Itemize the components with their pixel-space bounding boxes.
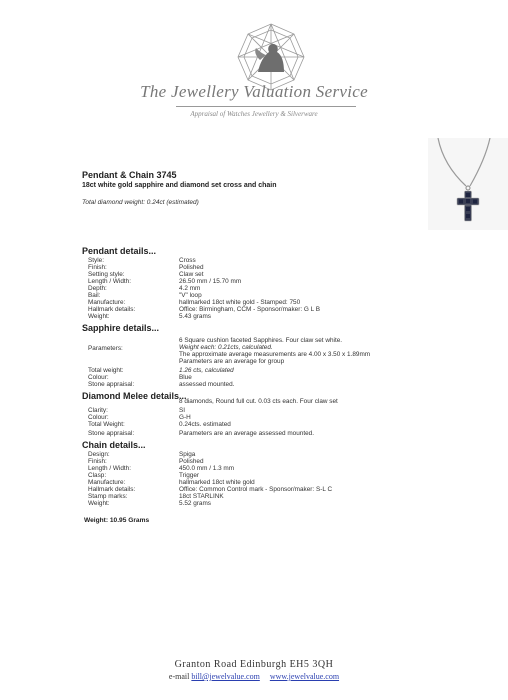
row-value: Office: Common Control mark - Sponsor/maker: S-L C [179,486,333,493]
pendant-row [88,306,320,313]
melee-details-heading: Diamond Melee details... [82,391,187,401]
row-value: 26.50 mm / 15.70 mm [179,278,242,285]
row-label: Total weight: [88,367,124,374]
row-value: Trigger [179,472,200,479]
row-value: 5.43 grams [179,313,211,320]
row-value: Polished [179,458,204,465]
row-value: 18ct STARLINK [179,493,224,500]
sapphire-row [88,374,192,381]
row-label: Hallmark details: [88,306,136,313]
row-label: Finish: [88,264,107,271]
diamond-weight-note: Total diamond weight: 0.24ct (estimated) [82,199,199,206]
sapphire-param-line: Weight each: 0.21cts, calculated. [179,344,273,351]
row-value: Spiga [179,451,196,458]
row-value: SI [179,407,186,414]
row-label: Total Weight: [88,421,125,428]
melee-row [88,421,231,428]
pendant-row [88,257,196,264]
row-value: "V" loop [179,292,202,299]
website-link[interactable]: www.jewelvalue.com [269,672,340,681]
row-value: 4.2 mm [179,285,201,292]
row-label: Stone appraisal: [88,430,135,437]
sapphire-param-line: Parameters are an average for group [179,358,285,365]
total-weight: Weight: 10.95 Grams [84,517,150,524]
row-value: 450.0 mm / 1.3 mm [179,465,235,472]
chain-row [88,465,235,472]
brand-tagline: Appraisal of Watches Jewellery & Silverware [190,110,318,118]
row-value: 0.24cts. estimated [179,421,231,428]
row-label: Manufacture: [88,479,126,486]
row-label: Depth: [88,285,107,292]
pendant-row [88,292,202,299]
email-prefix: e-mail [168,672,190,681]
row-label: Length / Width: [88,278,131,285]
row-value: Cross [179,257,196,264]
row-label: Weight: [88,500,110,507]
row-label: Colour: [88,374,109,381]
row-label: Weight: [88,313,110,320]
melee-intro: 8 diamonds, Round full cut. 0.03 cts each. Four claw set [179,398,338,405]
pendant-row [88,278,242,285]
row-value: Blue [179,374,192,381]
row-label: Clarity: [88,407,108,414]
row-label: Length / Width: [88,465,131,472]
row-value: Claw set [179,271,204,278]
melee-row [88,414,191,421]
chain-row [88,479,255,486]
melee-row [88,407,186,414]
row-label: Parameters: [88,345,123,352]
chain-row [88,451,196,458]
row-label: Setting style: [88,271,125,278]
chain-row [88,486,333,493]
row-value: Polished [179,264,204,271]
sapphire-params-label [88,345,179,352]
brand-title: The Jewellery Valuation Service [140,82,368,101]
row-label: Design: [88,451,110,458]
row-label: Hallmark details: [88,486,136,493]
pendant-row [88,285,201,292]
row-value: 1.26 cts, calculated [179,367,234,374]
pendant-details-heading: Pendant details... [82,246,157,256]
row-label: Finish: [88,458,107,465]
row-value: hallmarked 18ct white gold - Stamped: 750 [179,299,301,306]
pendant-row [88,264,204,271]
chain-row [88,493,224,500]
row-value: assessed mounted. [179,381,235,388]
row-label: Manufacture: [88,299,126,306]
sapphire-row [88,381,235,388]
row-value: Parameters are an average assessed mounted. [179,430,314,437]
brand-underline [176,106,356,107]
row-label: Bail: [88,292,101,299]
email-link[interactable]: bill@jewelvalue.com [191,672,260,681]
melee-row [88,430,314,437]
sapphire-row [88,367,234,374]
row-value: Office: Birmingham, CCM - Sponsor/maker: G L B [179,306,320,313]
row-label: Colour: [88,414,109,421]
cross-pendant-photo-icon [428,138,508,230]
row-value: G-H [179,414,191,421]
row-label: Clasp: [88,472,107,479]
row-label: Stamp marks: [88,493,128,500]
sapphire-param-line: The approximate average measurements are 4.00 x 3.50 x 1.89mm [179,351,371,358]
product-title: Pendant & Chain 3745 [82,170,177,180]
chain-details-heading: Chain details... [82,440,146,450]
row-value: 5.52 grams [179,500,211,507]
row-value: hallmarked 18ct white gold [179,479,255,486]
sapphire-details-heading: Sapphire details... [82,323,160,333]
pendant-row [88,271,204,278]
row-label: Style: [88,257,104,264]
product-subtitle: 18ct white gold sapphire and diamond set cross and chain [82,182,277,189]
pendant-row [88,299,301,306]
row-label: Stone appraisal: [88,381,135,388]
chain-row [88,500,211,507]
footer-contact [0,672,508,681]
chain-row [88,472,200,479]
chain-row [88,458,204,465]
pendant-row [88,313,211,320]
sapphire-intro: 6 Square cushion faceted Sapphires. Four claw set white. [179,337,343,344]
footer-address: Granton Road Edinburgh EH5 3QH [174,659,334,670]
